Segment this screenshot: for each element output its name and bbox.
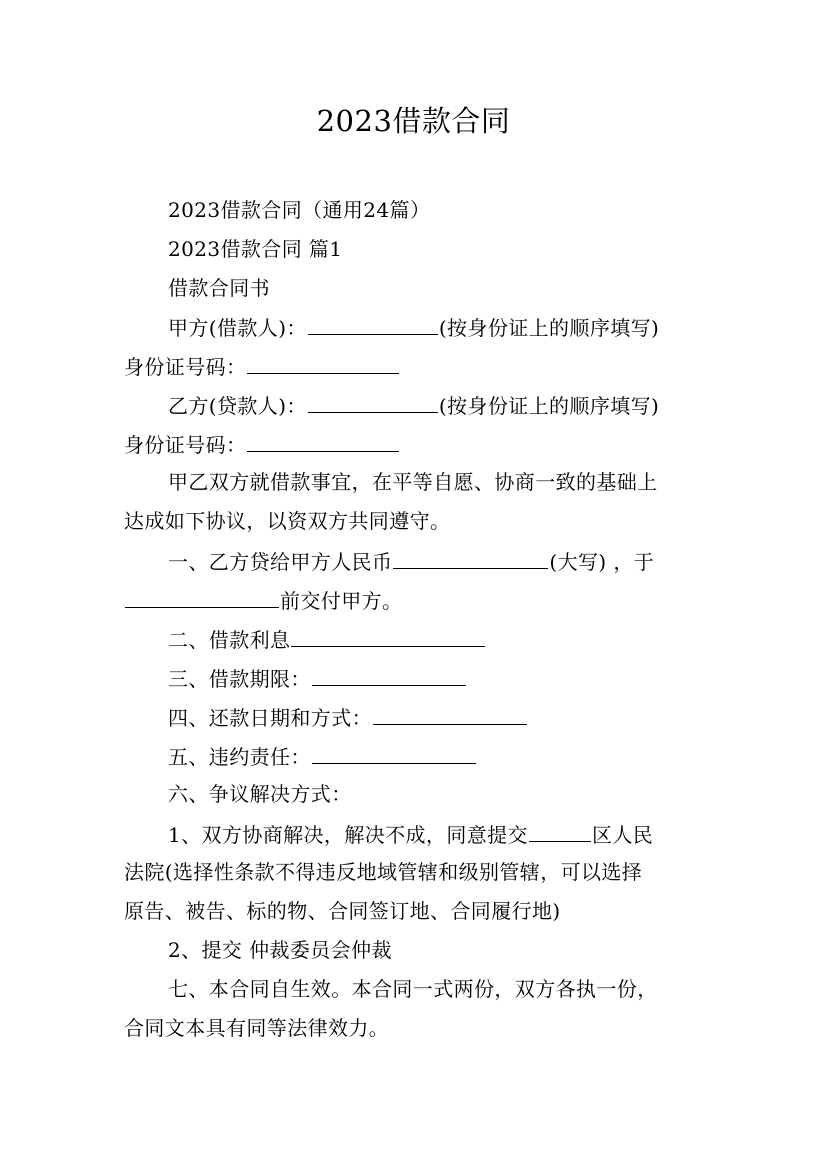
- clause-6-line: 六、争议解决方式：: [168, 782, 352, 806]
- date-blank[interactable]: [125, 585, 279, 608]
- district-blank[interactable]: [529, 819, 591, 842]
- interest-blank[interactable]: [291, 624, 485, 647]
- clause-1-suffix: (大写) ，于: [549, 550, 655, 574]
- paragraph-line: 合同文本具有同等法律效力。: [124, 1016, 390, 1040]
- party-b-blank[interactable]: [308, 390, 438, 413]
- clause-2-line: [168, 624, 486, 654]
- clause-2-label: 二、借款利息: [168, 628, 291, 652]
- clause-6-1-line: [168, 819, 653, 849]
- contract-heading: 借款合同书: [168, 276, 270, 300]
- clause-4-line: [168, 702, 528, 732]
- term-blank[interactable]: [312, 663, 466, 686]
- clause-3-line: [168, 663, 467, 693]
- clause-1-cont-line: [124, 585, 402, 615]
- clause-1-cont-text: 前交付甲方。: [280, 589, 403, 613]
- party-a-label: 甲方(借款人)：: [168, 316, 307, 340]
- clause-5-line: [168, 741, 477, 771]
- amount-blank[interactable]: [393, 546, 548, 569]
- clause-1-label: 一、乙方贷给甲方人民币: [168, 550, 393, 574]
- clause-4-label: 四、还款日期和方式：: [168, 706, 372, 730]
- party-a-id-label: 身份证号码：: [124, 355, 247, 379]
- document-subtitle: 2023借款合同（通用24篇）: [168, 198, 431, 222]
- party-b-id-blank[interactable]: [247, 429, 399, 452]
- clause-6-1-suffix: 区人民: [591, 823, 654, 847]
- document-title: 2023借款合同: [316, 104, 511, 138]
- paragraph-line: 法院(选择性条款不得违反地域管辖和级别管辖，可以选择: [124, 860, 643, 884]
- clause-5-label: 五、违约责任：: [168, 745, 311, 769]
- paragraph-line: 达成如下协议，以资双方共同遵守。: [124, 509, 451, 533]
- party-a-id-line: [124, 351, 400, 381]
- section-heading: 2023借款合同 篇1: [168, 237, 343, 261]
- party-b-id-line: [124, 429, 400, 459]
- party-a-blank[interactable]: [308, 312, 438, 335]
- clause-7-line: 七、本合同自生效。本合同一式两份，双方各执一份，: [168, 977, 658, 1001]
- repayment-blank[interactable]: [373, 702, 527, 725]
- paragraph-line: 甲乙双方就借款事宜，在平等自愿、协商一致的基础上: [168, 470, 658, 494]
- party-a-note: (按身份证上的顺序填写): [438, 316, 660, 340]
- party-a-id-blank[interactable]: [247, 351, 399, 374]
- party-b-label: 乙方(贷款人)：: [168, 394, 307, 418]
- liability-blank[interactable]: [312, 741, 476, 764]
- party-b-id-label: 身份证号码：: [124, 433, 247, 457]
- party-a-line: [168, 312, 659, 342]
- party-b-note: (按身份证上的顺序填写): [438, 394, 660, 418]
- clause-6-2-line: 2、提交 仲裁委员会仲裁: [168, 938, 392, 962]
- clause-3-label: 三、借款期限：: [168, 667, 311, 691]
- party-b-line: [168, 390, 659, 420]
- paragraph-line: 原告、被告、标的物、合同签订地、合同履行地): [124, 899, 561, 923]
- clause-6-1-label: 1、双方协商解决，解决不成，同意提交: [168, 823, 528, 847]
- clause-1-line: [168, 546, 654, 576]
